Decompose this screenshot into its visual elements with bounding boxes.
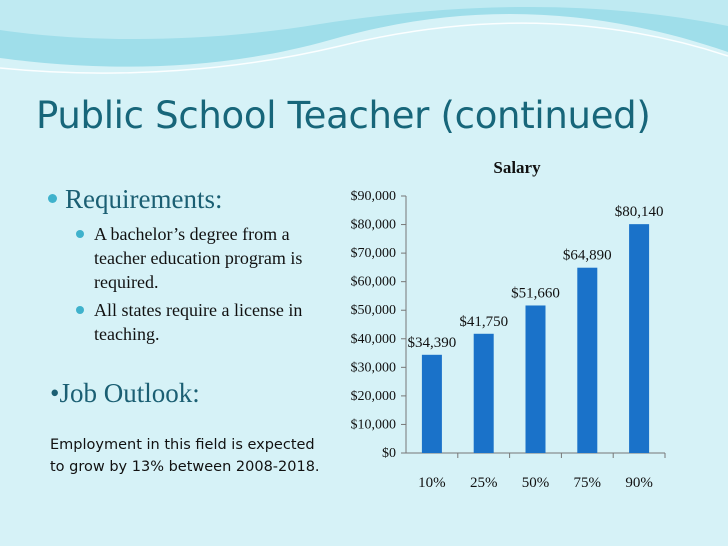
employment-text: Employment in this field is expected to grow by 13% between 2008-2018. (50, 437, 320, 475)
salary-bar-chart (330, 150, 720, 500)
y-tick-label: $90,000 (350, 189, 396, 204)
y-tick-label: $20,000 (350, 388, 396, 404)
y-tick-label: $30,000 (350, 360, 396, 376)
bar-data-label: $80,140 (614, 204, 664, 221)
x-tick-label: 90% (625, 475, 653, 491)
requirements-heading (48, 184, 222, 215)
slide-title: Public School Teacher (continued) (36, 94, 651, 137)
y-tick-label: $50,000 (350, 303, 396, 319)
bullet-icon (48, 194, 57, 203)
bar-25pct (474, 334, 494, 453)
bar-data-label: $64,890 (562, 247, 612, 264)
y-tick-label: $60,000 (350, 274, 396, 290)
job-outlook-heading: •Job Outlook: (50, 378, 200, 408)
chart-title: Salary (493, 158, 541, 177)
requirements-list (76, 222, 326, 350)
x-tick-label: 10% (418, 475, 446, 491)
y-tick-label: $10,000 (350, 417, 396, 433)
requirements-heading-text: Requirements: (65, 184, 223, 214)
bar-50pct (526, 305, 546, 453)
bar-90pct (629, 224, 649, 453)
bar-75pct (577, 268, 597, 453)
bar-10pct (422, 355, 442, 453)
y-tick-label: $40,000 (350, 331, 396, 347)
requirement-item: A bachelor’s degree from a teacher education program is required. (76, 222, 326, 294)
x-tick-label: 75% (573, 475, 602, 491)
bar-data-label: $34,390 (407, 334, 457, 351)
y-tick-label: $0 (382, 446, 396, 461)
y-tick-label: $80,000 (350, 217, 396, 233)
bar-data-label: $41,750 (459, 313, 509, 330)
bar-data-label: $51,660 (511, 285, 560, 302)
y-tick-label: $70,000 (350, 246, 396, 262)
x-tick-label: 50% (521, 475, 550, 491)
x-tick-label: 25% (469, 475, 498, 491)
requirement-item: All states require a license in teaching. (76, 298, 326, 346)
